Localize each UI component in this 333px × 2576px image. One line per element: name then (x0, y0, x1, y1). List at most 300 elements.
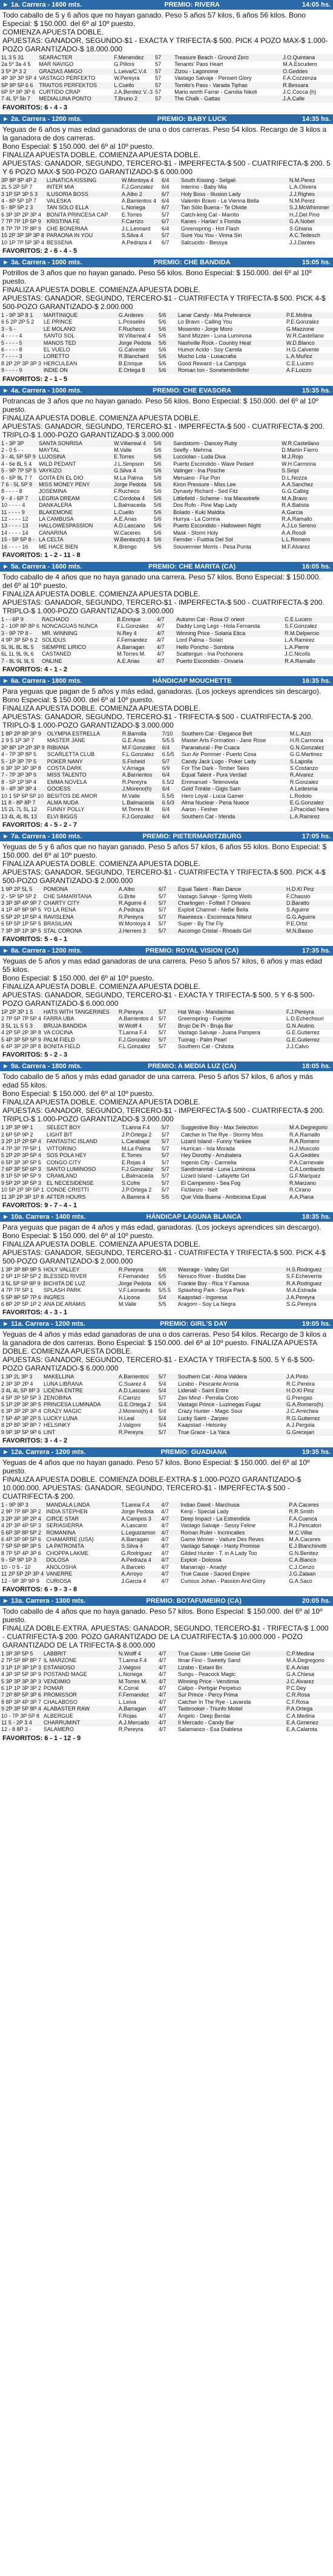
race-section (0, 1319, 333, 1447)
entry-cell: F.Rojas (118, 1712, 137, 1719)
entry-cell: 8 - 5P 1P 9P 4 (1, 778, 37, 785)
entry-cell: 4/7 (156, 644, 175, 651)
entry-cell: 5/6 (158, 333, 166, 339)
entry-cell: Paranatural - Pie Cuaca (180, 745, 289, 751)
entry-cell: A.D.Lascano (113, 523, 153, 529)
entry-cell: R.C.Pereira (286, 1380, 315, 1387)
entry-cell: Hello Poncho - Sombria (175, 644, 283, 651)
entry-cell: 7 4L 5º 5b 7 (0, 96, 38, 102)
race-premio: PREMIO: BOTAFUMEIRO (CA) (146, 1597, 242, 1605)
entry-cell: LUJOSINA (38, 454, 113, 460)
entry-cell: Fernder - Fustria Del Sol (172, 536, 280, 543)
entry-cell: J.L.Leonard (121, 225, 151, 232)
entry-cell: 4 9P 3P 5P 6 2 (1, 637, 38, 644)
condition-line: Bono Especial: $ 150.000. del 6º al 10º puesto. (2, 974, 154, 983)
entry-cell: Lizabo - Estani Bri (177, 1665, 285, 1671)
entry-cell: Daddy Long Legs - Hola Fernanda (176, 623, 260, 630)
entry-cell: 4/7 (157, 1651, 177, 1657)
entry-cell: P.A.Caceres (288, 1502, 333, 1508)
entry-cell: Calipo - Pertigar Perpetuo (177, 1684, 241, 1691)
entry-cell: 5 - 8P 5P 2 3 (0, 204, 45, 211)
entry-cell: POSTAND MAGE (43, 1671, 87, 1678)
entry-cell: Lo Bravo - Calling You (177, 319, 232, 325)
entry-cell: 10 - 0 5 - 10 (1, 1564, 31, 1570)
entry-cell: Deep Impact - La Estrendida (179, 1516, 288, 1522)
entry-cell: L.Balmaceda (114, 502, 146, 509)
table-row (0, 1508, 333, 1515)
entry-cell: Nenuco River - Buddita Dae (177, 1273, 246, 1280)
entry-cell: GRAZIAS AMIGO (38, 68, 113, 75)
entry-cell: CIRCE STAR (45, 1516, 120, 1522)
entries-table (0, 177, 333, 246)
entry-cell: 4 - 7P 3P 8P 5 (1, 751, 37, 758)
entry-cell: G.E.Arias (122, 737, 146, 744)
entry-cell: COSTA DARK (47, 765, 82, 771)
entry-cell: 6 3P 3P 2P 3P 4 (1, 1408, 41, 1415)
entry-cell: VA COCINA (43, 1029, 73, 1036)
entry-cell: CHARRUMINT (42, 1720, 117, 1726)
table-row (0, 616, 333, 623)
entry-cell: CHALABOSO (43, 1698, 77, 1705)
race-time: 18:05 hs. (302, 1063, 331, 1071)
entry-cell: 8 8P 3P 4P 3P 7 (1, 1698, 41, 1705)
entry-cell: 5/7 (158, 1043, 166, 1050)
entry-cell: LABBRIT (42, 1651, 117, 1657)
entry-cell: M.A.Caceres (289, 1536, 321, 1543)
entry-cell: CHAMARRE (USA) (46, 1536, 94, 1543)
race-conditions (0, 686, 333, 731)
entry-cell: H.D.Kl Pinz (285, 886, 333, 893)
race-premio: PREMIO: RIVERA (164, 1, 220, 8)
entry-cell: Dos Rufo - Pine Map Lady (173, 502, 237, 509)
entry-cell: 4/7 (157, 1692, 177, 1698)
entry-cell: L.Leiva/C.V.4 (113, 68, 154, 75)
table-row (0, 1429, 333, 1436)
entry-cell: RACHADO (41, 616, 116, 623)
entry-cell: W.Wolff 4 (117, 1023, 157, 1029)
race-header (0, 386, 333, 396)
race-premio: PREMIO: ROYAL VISION (CA) (145, 947, 239, 955)
entry-cell: J.A.Calle (282, 96, 333, 102)
entry-cell: J.Garcia 4 (121, 1577, 147, 1584)
entry-cell: A.A.Piana (288, 1194, 333, 1201)
entry-cell: 5/7 (157, 900, 177, 907)
entry-cell: A.Ledesma (289, 786, 333, 792)
race-number-distance: ► 12a. Carrera - 1200 mts. (2, 1449, 86, 1456)
entry-cell: Mask - Storm Holy (173, 529, 219, 536)
entry-cell: E.A.Calarota (286, 1726, 317, 1733)
condition-line: Todo caballo de 5 y 6 años que no hayan ganado. Peso 5 años 57 kilos, 6 años 56 kilos. Bono Especial: $ 150.000. del 6º al 10º puesto. (2, 11, 306, 28)
entry-cell: 5/6 (153, 495, 172, 502)
entry-cell: 7 - 8L 9L 9L 5 (0, 658, 41, 665)
entry-cell: R.Gonzalez (289, 778, 318, 785)
entry-cell: R.Cirano (289, 1187, 311, 1193)
entry-cell: 4/7 (157, 637, 165, 644)
entry-cell: M.A.Degregorio (286, 1657, 325, 1664)
entry-cell: SOLIDUS (42, 637, 66, 644)
entry-cell: 15 2L 7L 5L 12 (1, 806, 38, 813)
race-number-distance: ► 9a. Carrera - 1800 mts. (2, 1063, 82, 1071)
entry-cell: L.A.Pierre (283, 644, 333, 651)
entry-cell: STAL CORONA (42, 928, 117, 934)
entry-cell: POMONA (42, 886, 117, 893)
entry-cell: G.A.Geddes (288, 1152, 333, 1159)
race-section (0, 386, 333, 562)
entry-cell: G.A.Romero(h) (285, 1401, 333, 1408)
table-row (0, 806, 333, 813)
entry-cell: 4 7P 7P 5P 1 (1, 1287, 33, 1294)
entry-cell: M.A.Estrada (286, 1287, 317, 1294)
entry-cell: A.Barrientos (121, 772, 161, 778)
table-row (0, 637, 333, 644)
entry-cell: Lanar Candy - Mia Preferance (177, 312, 285, 319)
entry-cell: F.Menendez (113, 54, 154, 61)
entry-cell: W.Pereyra (114, 75, 140, 82)
entry-cell: 4 3P 3P 5P 3P 9 (1, 1671, 41, 1678)
table-row (0, 1557, 333, 1564)
entry-cell: 4/7 (156, 616, 175, 623)
race-section (0, 1596, 333, 1745)
entry-cell: Wasrage - Valley Girl (177, 1267, 285, 1273)
table-row (0, 468, 333, 474)
race-premio: PREMIO: GIRL'S DAY (160, 1320, 228, 1328)
condition-line: FINALIZA APUESTA DOBLE. COMIENZA APUESTA DOBLE. (2, 1098, 200, 1107)
entry-cell: 5/6 (154, 446, 162, 453)
entry-cell: F.J.Gonzalez (120, 1166, 160, 1173)
table-row (0, 240, 333, 246)
entry-cell: T.Lanna F.4 (120, 1124, 160, 1131)
entry-cell: W.D.Blanco (285, 340, 333, 347)
entry-cell: 1 - 9P 3P 8 1 (0, 312, 42, 319)
entry-cell: 10 - 7P 3P 5P 8 (1, 1712, 40, 1719)
race-time: 17:05 hs. (302, 833, 331, 841)
entry-cell: 5/6 (157, 367, 177, 374)
entry-cell: A.A.Rosdi (282, 529, 306, 536)
entry-cell: Zen Mind - Pernilia Croto (177, 1394, 239, 1401)
entry-cell: 6/4 (161, 198, 170, 204)
table-row (0, 1301, 333, 1308)
race-section (0, 1447, 333, 1596)
favoritos: FAVORITOS: 2 - 1 - 5 (2, 375, 68, 383)
entry-cell: MAYTAL (39, 446, 60, 453)
entry-cell: W.R.Castellano (286, 333, 324, 339)
entry-cell: 5/6 (158, 319, 166, 325)
entry-cell: 2 5P 1P 5P 5P 2 (1, 1273, 41, 1280)
entry-cell: Dynasty Richard - Sed Fitz (173, 488, 239, 495)
entry-cell: BRUJA BANDIDA (42, 1023, 117, 1029)
table-row (0, 530, 333, 536)
entry-cell: A.E.Arias (116, 658, 156, 665)
entry-cell: F.Carrizo (120, 218, 160, 225)
entry-cell: H.J.Muscolo (289, 1145, 320, 1152)
entry-cell: 4 - 8P 5P 1P 7 (1, 198, 37, 204)
entry-cell: R.A.Batista (282, 502, 309, 509)
race-number-distance: ► 8a. Carrera - 1200 mts. (2, 947, 82, 955)
entry-cell: L.A.Ramirez (289, 814, 333, 820)
race-header (0, 0, 333, 10)
race-header (0, 1596, 333, 1606)
race-conditions (0, 1457, 333, 1502)
entry-cell: IL MARZONE (43, 1657, 77, 1664)
race-time: 20:05 hs. (302, 1597, 331, 1605)
entry-cell: 5/6 (154, 460, 162, 467)
table-row (0, 544, 333, 550)
entry-cell: LE PRINCE (43, 319, 73, 325)
entries-table (0, 312, 333, 374)
entry-cell: 2 3P 3P 2P 4 (1, 1380, 33, 1387)
entry-cell: G.A.Chiesa (286, 1671, 314, 1678)
entry-cell: S.J.McWhimmer (288, 204, 333, 211)
entry-cell: R.Blanchard (117, 353, 157, 360)
entry-cell: D.Baratto (285, 900, 333, 907)
entry-cell: CHARTY CITY (42, 900, 117, 907)
entry-cell: Lucciolan - Luda Diva (172, 454, 280, 460)
entry-cell: G.G.Calbig (282, 488, 309, 495)
entry-cell: L.A.Ramirez (285, 637, 315, 644)
race-number-distance: ► 13a. Carrera - 1300 mts. (2, 1597, 86, 1605)
entry-cell: AFTER HOURS (45, 1194, 120, 1201)
race-header (0, 676, 333, 686)
entry-cell: F.J.Pereyra (285, 1009, 333, 1016)
entry-cell: L.D.Echechouri (286, 1016, 324, 1022)
entry-cell: D.Martin Fierro (282, 446, 318, 453)
entry-cell: CONGO CITY (46, 1159, 81, 1166)
table-row (0, 1665, 333, 1671)
entry-cell: LIGHT BIT (46, 1131, 73, 1138)
race-section (0, 1061, 333, 1211)
entry-cell: R.A.Ramallo (283, 658, 333, 665)
entry-cell: SCARLETTA CLUB (47, 751, 95, 758)
entry-cell: The Chalk - Gattas (173, 96, 282, 102)
entry-cell: 15 2P 3P 3P 3P 8 (1, 232, 44, 239)
entry-cell: 4/7 (158, 1684, 166, 1691)
entry-cell: 5/6 (157, 340, 177, 347)
race-time: 16:35 hs. (302, 677, 331, 685)
entry-cell: Brujo De Pi - Bruja Bar (177, 1023, 285, 1029)
entry-cell: L.Noriega (118, 1671, 142, 1678)
entry-cell: 10 1 5P 5P 5P 10 (1, 792, 44, 799)
entry-cell: A.J.Pergola (286, 1422, 315, 1429)
entry-cell: Ilmar Fino - Sweetly Sand (177, 1657, 240, 1664)
race-premio: PREMIO: CHE MARITA (CA) (148, 563, 236, 571)
condition-line: APUESTAS: GANADOR, SEGUNDO, TERCERO-$1 - TRIFECTA-$ 500 - CUATRIFECTA-$ 200. TRIPLO-$ 1.000-POZO GARANTIZADO-$ 3.000.000 (2, 712, 313, 729)
entry-cell: S.Siripi (280, 468, 333, 474)
entry-cell: 7 6P 3P 5P 6P 3 (0, 1166, 45, 1173)
entry-cell: A.J.Lo Sereno (280, 523, 333, 529)
entry-cell: 4/7 (160, 1530, 179, 1536)
entry-cell: Ascomgo Cristal - Rhoads Girl (177, 928, 285, 934)
entries-table (0, 1374, 333, 1436)
entry-cell: 4 2P 5P 2P 3P 8 (1, 1029, 41, 1036)
favoritos: FAVORITOS: 6 - 9 - 3 - 8 (2, 1585, 77, 1593)
entry-cell: R.G.Gutierrez (285, 1415, 333, 1422)
table-row (0, 658, 333, 665)
table-row (0, 737, 333, 744)
condition-line: Todo caballo de 4 años que no haya ganado. Peso 57 kilos. Bono Especial: $ 150.000. del 6º al 10º puesto. (2, 1606, 323, 1624)
entry-cell: Catcher In The Rye - Stormy Miss (180, 1131, 263, 1138)
entry-cell: FARRA UBA (43, 1016, 74, 1022)
race-header (0, 1061, 333, 1071)
entry-cell: 6 3P 3P 2P 3P 4 (1, 211, 41, 218)
table-row (0, 1536, 333, 1543)
entry-cell: 8 2P 2P 3P 3P 3 (1, 360, 41, 367)
table-row (0, 1395, 333, 1401)
entry-cell: Puerto Escondido - Onvaria (175, 658, 283, 665)
entry-cell: G.Prengas (286, 1394, 312, 1401)
race-conditions (0, 1606, 333, 1651)
entry-cell: A.Pedraza 4 (121, 239, 152, 246)
entry-cell: G.Pilloni (114, 61, 134, 68)
entry-cell: Exploit - Dolossa (179, 1557, 288, 1564)
condition-line: COMIENZA APUESTA DOBLE. (2, 28, 104, 36)
condition-line: FINALIZA APUESTA DOBLE. COMIENZA APUESTA DOBLE. (2, 703, 200, 712)
condition-line: FINALIZA APUESTA DOBLE. COMIENZA APUESTA DOBLE. (2, 285, 200, 294)
entry-cell: Littlefield - Scheme - Ina Marastrefe (172, 495, 280, 502)
entry-cell: DANKALERA (39, 502, 72, 509)
entry-cell: BESSENA (46, 239, 73, 246)
entry-cell: Interino - Baby Mia (180, 184, 227, 191)
table-row (0, 1138, 333, 1145)
entry-cell: Candy Jack Lugo - Poker Lady (180, 758, 289, 765)
entry-cell: 5/7 (160, 1152, 180, 1159)
table-row (0, 1152, 333, 1159)
entry-cell: J.Valgoni (117, 1665, 157, 1671)
entry-cell: M.A.Bravo (280, 495, 333, 502)
race-premio: PREMIO: GUADIANA (160, 1449, 227, 1456)
race-section (0, 258, 333, 386)
entry-cell: 6/4 (161, 184, 170, 191)
entry-cell: 5/6 (154, 516, 162, 523)
entry-cell: J.C.Arrechea (286, 1408, 318, 1415)
entry-cell: 5/7 (158, 1394, 166, 1401)
entry-cell: Mario worth Farrar - Camilia Nikoli (174, 89, 257, 96)
entry-cell: 4/7 (157, 1678, 177, 1685)
entry-cell: Southern Cat - Alma Valdera (177, 1374, 285, 1380)
entry-cell: Crazy Hunter - Magic Sour (177, 1408, 243, 1415)
table-row (0, 184, 333, 191)
entries-table (0, 1502, 333, 1585)
entry-cell: 4/7 (161, 1564, 169, 1570)
entry-cell: 4 5P 3P 5P 5P 3 (1, 1394, 41, 1401)
race-time: 16:05 hs. (302, 563, 331, 571)
entry-cell: Jorge Pedota (121, 1508, 154, 1515)
entry-cell: 4/7 (156, 658, 175, 665)
entry-cell: ANOLOSHA (46, 1564, 77, 1570)
entry-cell: 15 - 5P 5P 8 - (0, 536, 38, 543)
entry-cell: A.Barragan (121, 1536, 149, 1543)
entry-cell: L.Cuello (113, 509, 153, 516)
table-row (0, 326, 333, 333)
entry-cell: 5 - 9P 7P 5P 5 (1, 468, 37, 474)
entry-cell: 5/4 (157, 1415, 177, 1422)
entry-cell: 57 (154, 54, 173, 61)
entry-cell: Sand Mizzen - Luna Luminosa (177, 333, 252, 339)
entry-cell: J.C.Alvarez (285, 1678, 333, 1685)
entry-cell: J.Herrero 3 (117, 928, 157, 934)
entry-cell: 6/7 (160, 204, 180, 211)
entry-cell: 4/7 (158, 1657, 166, 1664)
entry-cell: LEGRIA DREAM (38, 495, 113, 502)
entry-cell: 6L 1L 9L 9L 6 (1, 651, 34, 657)
table-row (0, 523, 333, 529)
entry-cell: Aragorn - Soy La Negra (177, 1300, 236, 1307)
entry-cell: R.A.Ramallo (289, 1131, 320, 1138)
entry-cell: Kaapstad - Ingoresa (177, 1294, 285, 1301)
entry-cell: 4/7 (157, 623, 165, 630)
entry-cell: HERCULEAN (43, 360, 77, 367)
entry-cell: 5L 9L 8L 8L 5 (0, 644, 41, 651)
entry-cell: 4 7P 3P 7P 5P 1 (1, 1145, 41, 1152)
table-row (0, 1194, 333, 1201)
race-number-distance: ► 10a. Carrera - 1400 mts. (2, 1213, 86, 1221)
entry-cell: G.Arderes (117, 312, 157, 319)
entry-cell: G.Grecejari (285, 1429, 333, 1436)
entry-cell: MR. WINNING (41, 630, 116, 637)
entry-cell: 4/7 (157, 651, 165, 657)
entry-cell: 5/6 (154, 529, 162, 536)
entry-cell: Lucky Saint - Zarpeo (177, 1415, 285, 1422)
entry-cell: E.Torres (113, 454, 153, 460)
entry-cell: 3 - 9P 7P 8 - (0, 630, 41, 637)
race-section (0, 0, 333, 114)
entry-cell: L.A.Muñoz (285, 353, 333, 360)
entry-cell: 5/7 (161, 1145, 170, 1152)
entry-cell: E.Torres (120, 1152, 160, 1159)
entry-cell: K.Corral (118, 1684, 139, 1691)
entry-cell: 10 - - - - 4 (1, 502, 25, 509)
table-row (0, 1016, 333, 1022)
entry-cell: SALAMERO (43, 1726, 74, 1733)
entry-cell: 5 5P 2P 1P 5P 4 (1, 913, 41, 920)
entry-cell: H.D.Kl Pinz (285, 1387, 333, 1394)
table-row (0, 226, 333, 232)
entry-cell: O.Geddes (282, 68, 333, 75)
entry-cell: B.Enrique (116, 616, 156, 623)
entry-cell: 6/6 (157, 1267, 177, 1273)
race-conditions (0, 1222, 333, 1267)
entry-cell: 5/5 (158, 1300, 166, 1307)
entry-cell: M.L.Azzi (289, 731, 333, 737)
entry-cell: 11 3P 2P 3P 1P 8 (0, 1194, 45, 1201)
entry-cell: G.Rodriguez (121, 1550, 152, 1556)
entry-cell: R.Pereyra (117, 1267, 157, 1273)
entry-cell: J.Pracidad Nera (289, 806, 329, 813)
table-row (0, 1180, 333, 1187)
entry-cell: E.Ortega 8 (117, 367, 157, 374)
table-row (0, 900, 333, 907)
entry-cell: C.A.Bianco (288, 1557, 333, 1564)
race-section (0, 946, 333, 1061)
entry-cell: Mucho Lola - Lusacrafia (177, 353, 285, 360)
entry-cell: 6.5/5 (162, 751, 174, 758)
race-conditions (0, 956, 333, 1009)
entry-cell: HOLY VALLEY (42, 1267, 117, 1273)
entry-cell: M.N.Basso (285, 928, 333, 934)
table-row (0, 502, 333, 509)
table-row (0, 319, 333, 325)
entry-cell: 4/7 (160, 1571, 179, 1577)
entry-cell: 5 6P 3P 8P 5P 2 (0, 1530, 45, 1536)
entry-cell: 5.5/5 (162, 792, 174, 799)
entry-cell: BLAKEMONE (38, 509, 113, 516)
entry-cell: 6/7 (161, 239, 170, 246)
entry-cell: A.F.Loizzo (285, 367, 333, 374)
entry-cell: 5/4 (157, 1387, 177, 1394)
entry-cell: 1 3P 3P 5P 5 (0, 1651, 42, 1657)
entry-cell: EL NECESIDENSE (45, 1180, 120, 1187)
entry-cell: J.A.Pinto (285, 1374, 333, 1380)
race-premio: PREMIO: CHE EVASORA (153, 386, 232, 394)
